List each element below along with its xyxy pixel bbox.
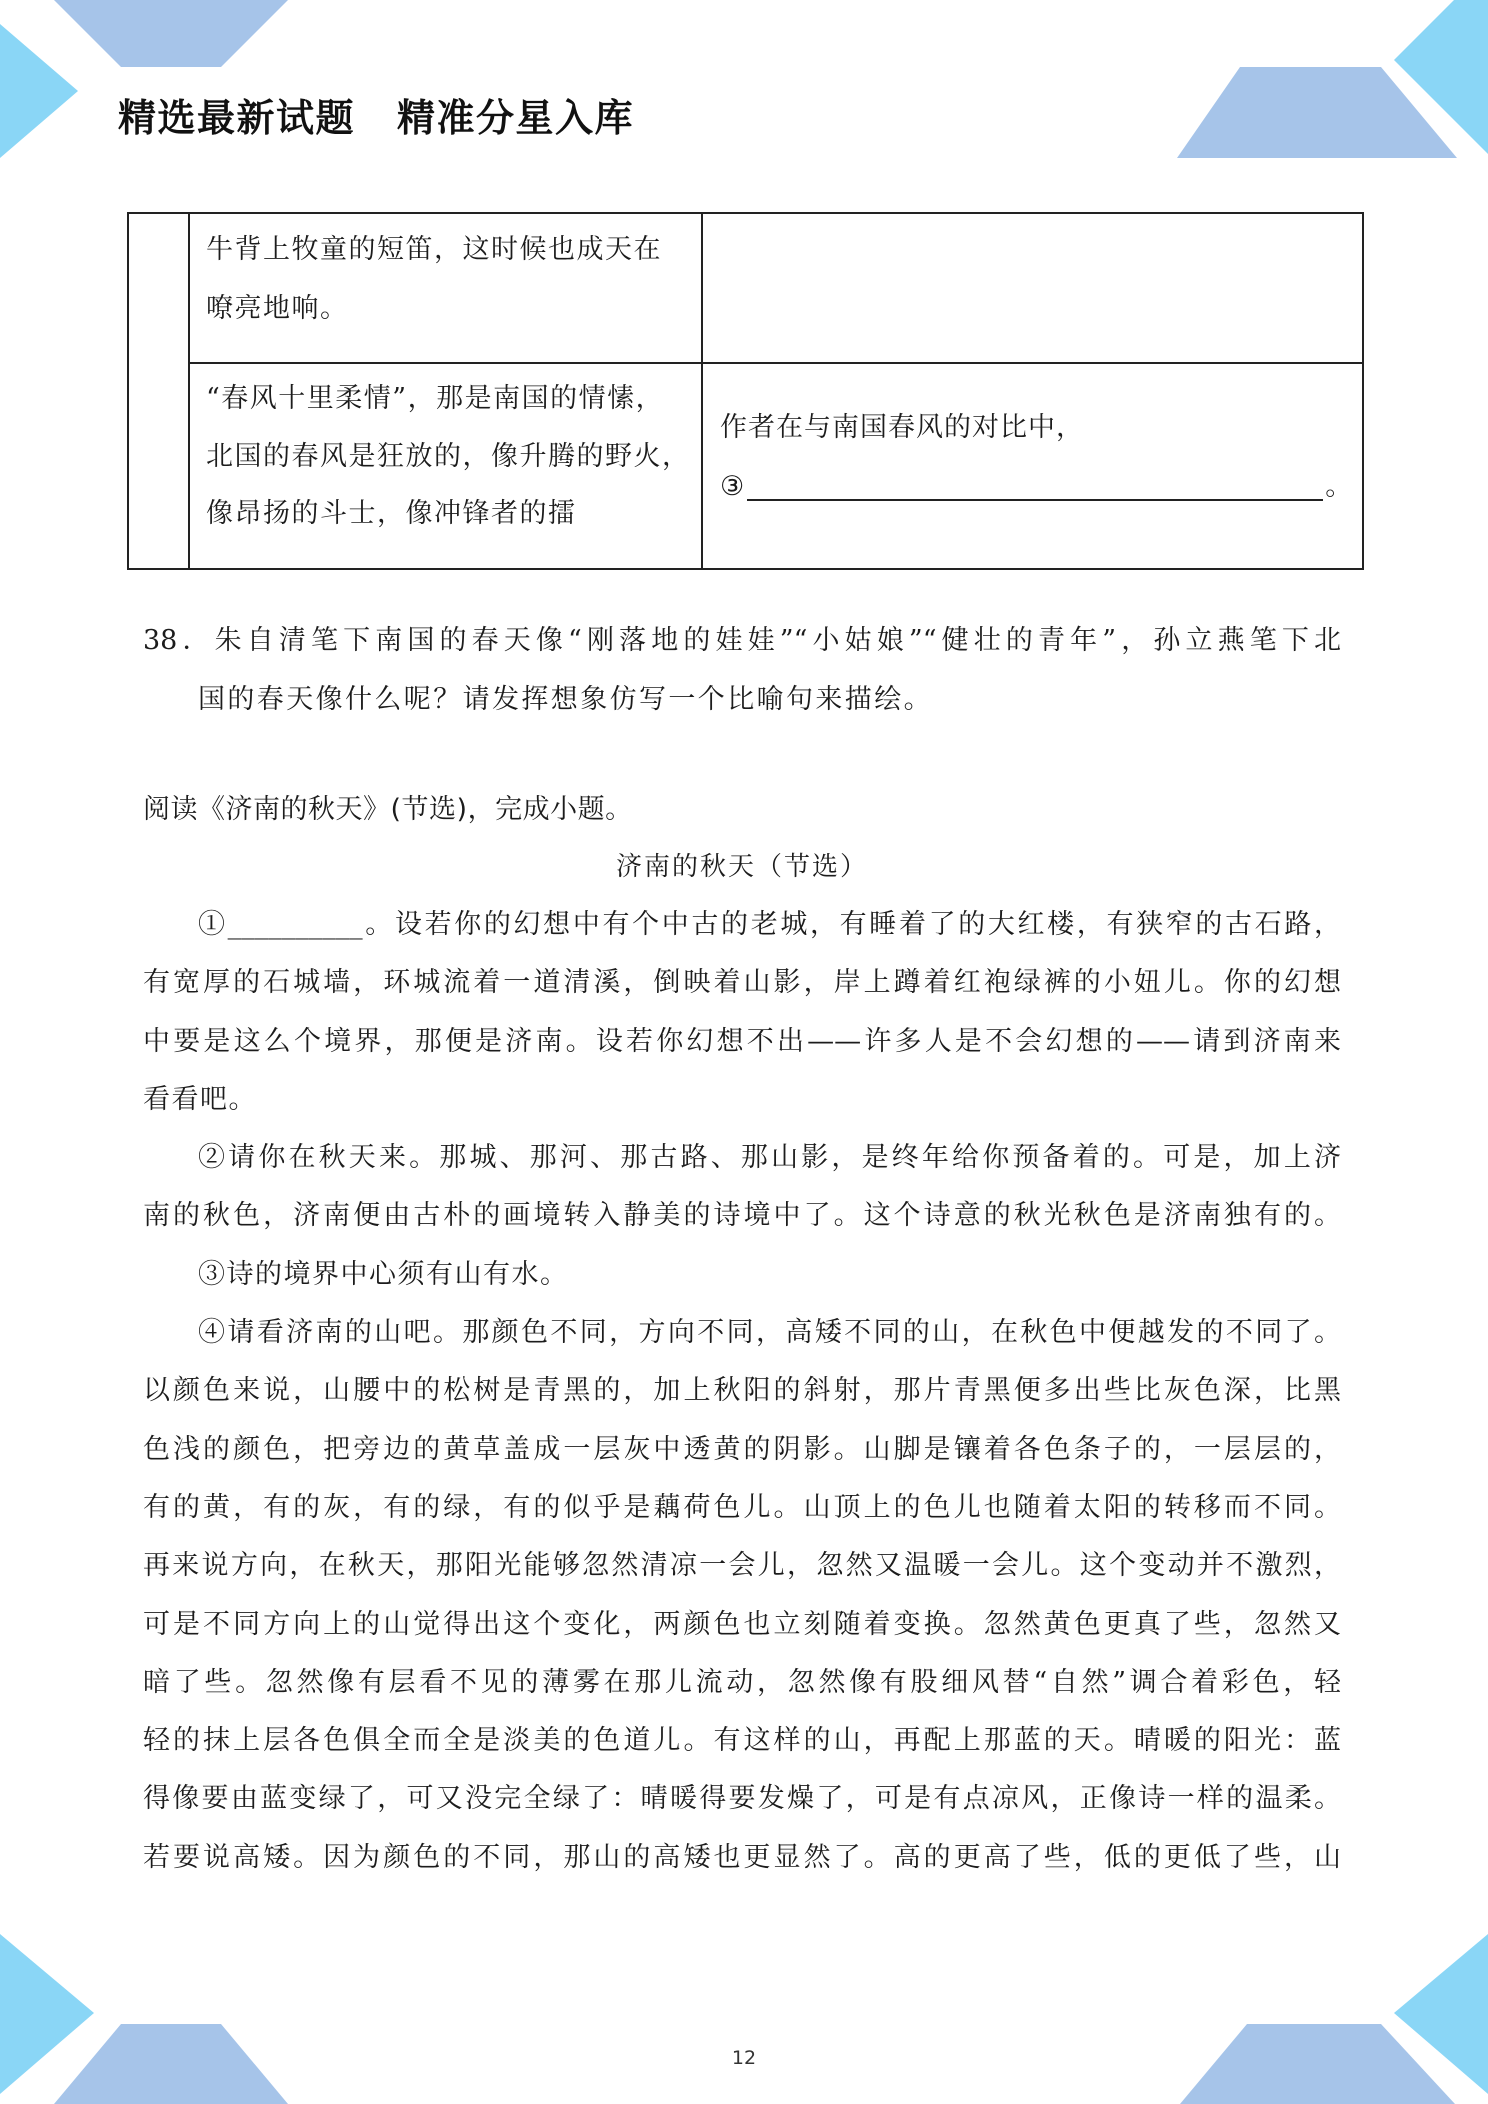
question-38 xyxy=(143,611,1341,729)
passage-line: 若要说高矮。因为颜色的不同，那山的高矮也更显然了。高的更高了些，低的更低了些，山 xyxy=(143,1841,1341,1873)
passage-title: 济南的秋天（节选） xyxy=(615,852,868,882)
passage-line: 南的秋色，济南便由古朴的画境转入静美的诗境中了。这个诗意的秋光秋色是济南独有的。 xyxy=(143,1200,1341,1232)
passage-line: 中要是这么个境界，那便是济南。设若你幻想不出——许多人是不会幻想的——请到济南来 xyxy=(143,1025,1341,1057)
passage-paragraph-1 xyxy=(143,896,1341,1129)
bottom-left-cyan-triangle xyxy=(0,1934,94,2094)
passage-line: 以颜色来说，山腰中的松树是青黑的，加上秋阳的斜射，那片青黑便多出些比灰色深，比黑 xyxy=(143,1375,1341,1407)
passage-line: 有宽厚的石城墙，环城流着一道清溪，倒映着山影，岸上蹲着红袍绿裤的小妞儿。你的幻想 xyxy=(143,967,1341,999)
passage-line: ④请看济南的山吧。那颜色不同，方向不同，高矮不同的山，在秋色中便越发的不同了。 xyxy=(198,1317,1341,1349)
answer-blank-line xyxy=(747,481,1323,501)
passage-line: ①__________。设若你的幻想中有个中古的老城，有睡着了的大红楼，有狭窄的古石路， xyxy=(198,909,1341,940)
blank-marker: ③ xyxy=(720,471,746,502)
quote-line: “春风十里柔情”，那是南国的情愫， xyxy=(206,383,665,414)
analysis-line: 作者在与南国春风的对比中， xyxy=(720,412,1084,443)
table-analysis-cell-2 xyxy=(702,363,1363,569)
passage-line: ③诗的境界中心须有山有水。 xyxy=(198,1258,569,1290)
answer-blank-row xyxy=(720,457,1362,516)
passage-paragraph-2 xyxy=(143,1129,1341,1246)
quote-line: 北国的春风是狂放的，像升腾的野火， xyxy=(206,440,691,472)
passage-body xyxy=(143,896,1341,1887)
quote-line: 牛背上牧童的短笛，这时候也成天在 xyxy=(206,234,662,265)
question-table xyxy=(127,212,1364,570)
table-index-cell xyxy=(128,213,189,569)
header-title-left: 精选最新试题 xyxy=(118,96,356,140)
question-38-line-1 xyxy=(143,611,1341,670)
passage-line: 轻的抹上层各色俱全而全是淡美的色道儿。有这样的山，再配上那蓝的天。晴暖的阳光：蓝 xyxy=(143,1725,1341,1757)
passage-line: 可是不同方向上的山觉得出这个变化，两颜色也立刻随着变换。忽然黄色更真了些，忽然又 xyxy=(143,1608,1341,1640)
table-analysis-cell-1 xyxy=(702,213,1363,363)
question-text: 朱自清笔下南国的春天像“刚落地的娃娃”“小姑娘”“健壮的青年”，孙立燕笔下北 xyxy=(214,625,1341,656)
top-left-cyan-triangle xyxy=(0,24,78,158)
passage-line: 得像要由蓝变绿了，可又没完全绿了：晴暖得要发燥了，可是有点凉风，正像诗一样的温柔。 xyxy=(143,1783,1341,1815)
header-title-right: 精准分星入库 xyxy=(397,96,635,140)
page-number: 12 xyxy=(731,2047,757,2069)
top-left-blue-trapezoid xyxy=(54,0,288,67)
passage-line: 暗了些。忽然像有层看不见的薄雾在那儿流动，忽然像有股细风替“自然”调合着彩色，轻 xyxy=(143,1666,1341,1698)
passage-paragraph-3 xyxy=(143,1246,1341,1304)
blank-end-punctuation: 。 xyxy=(1325,471,1354,502)
question-38-line-2: 国的春天像什么呢？请发挥想象仿写一个比喻句来描绘。 xyxy=(198,684,933,715)
reading-instruction: 阅读《济南的秋天》(节选)，完成小题。 xyxy=(143,794,633,825)
passage-line: 再来说方向，在秋天，那阳光能够忽然清凉一会儿，忽然又温暖一会儿。这个变动并不激烈， xyxy=(143,1550,1341,1582)
table-row xyxy=(128,363,1363,569)
table-quote-cell-2 xyxy=(189,363,702,569)
table-quote-cell-1 xyxy=(189,213,702,363)
passage-line: 有的黄，有的灰，有的绿，有的似乎是藕荷色儿。山顶上的色儿也随着太阳的转移而不同。 xyxy=(143,1491,1341,1523)
table-row xyxy=(128,213,1363,363)
passage-line: 色浅的颜色，把旁边的黄草盖成一层灰中透黄的阴影。山脚是镶着各色条子的，一层层的， xyxy=(143,1433,1341,1465)
passage-line: 看看吧。 xyxy=(143,1083,257,1115)
page-header-title xyxy=(118,95,634,141)
question-number: 38． xyxy=(143,625,215,656)
quote-line: 像昂扬的斗士，像冲锋者的擂 xyxy=(206,498,577,529)
passage-line: ②请你在秋天来。那城、那河、那古路、那山影，是终年给你预备着的。可是，加上济 xyxy=(198,1142,1341,1174)
quote-line: 嘹亮地响。 xyxy=(206,293,349,324)
passage-paragraph-4 xyxy=(143,1304,1341,1887)
